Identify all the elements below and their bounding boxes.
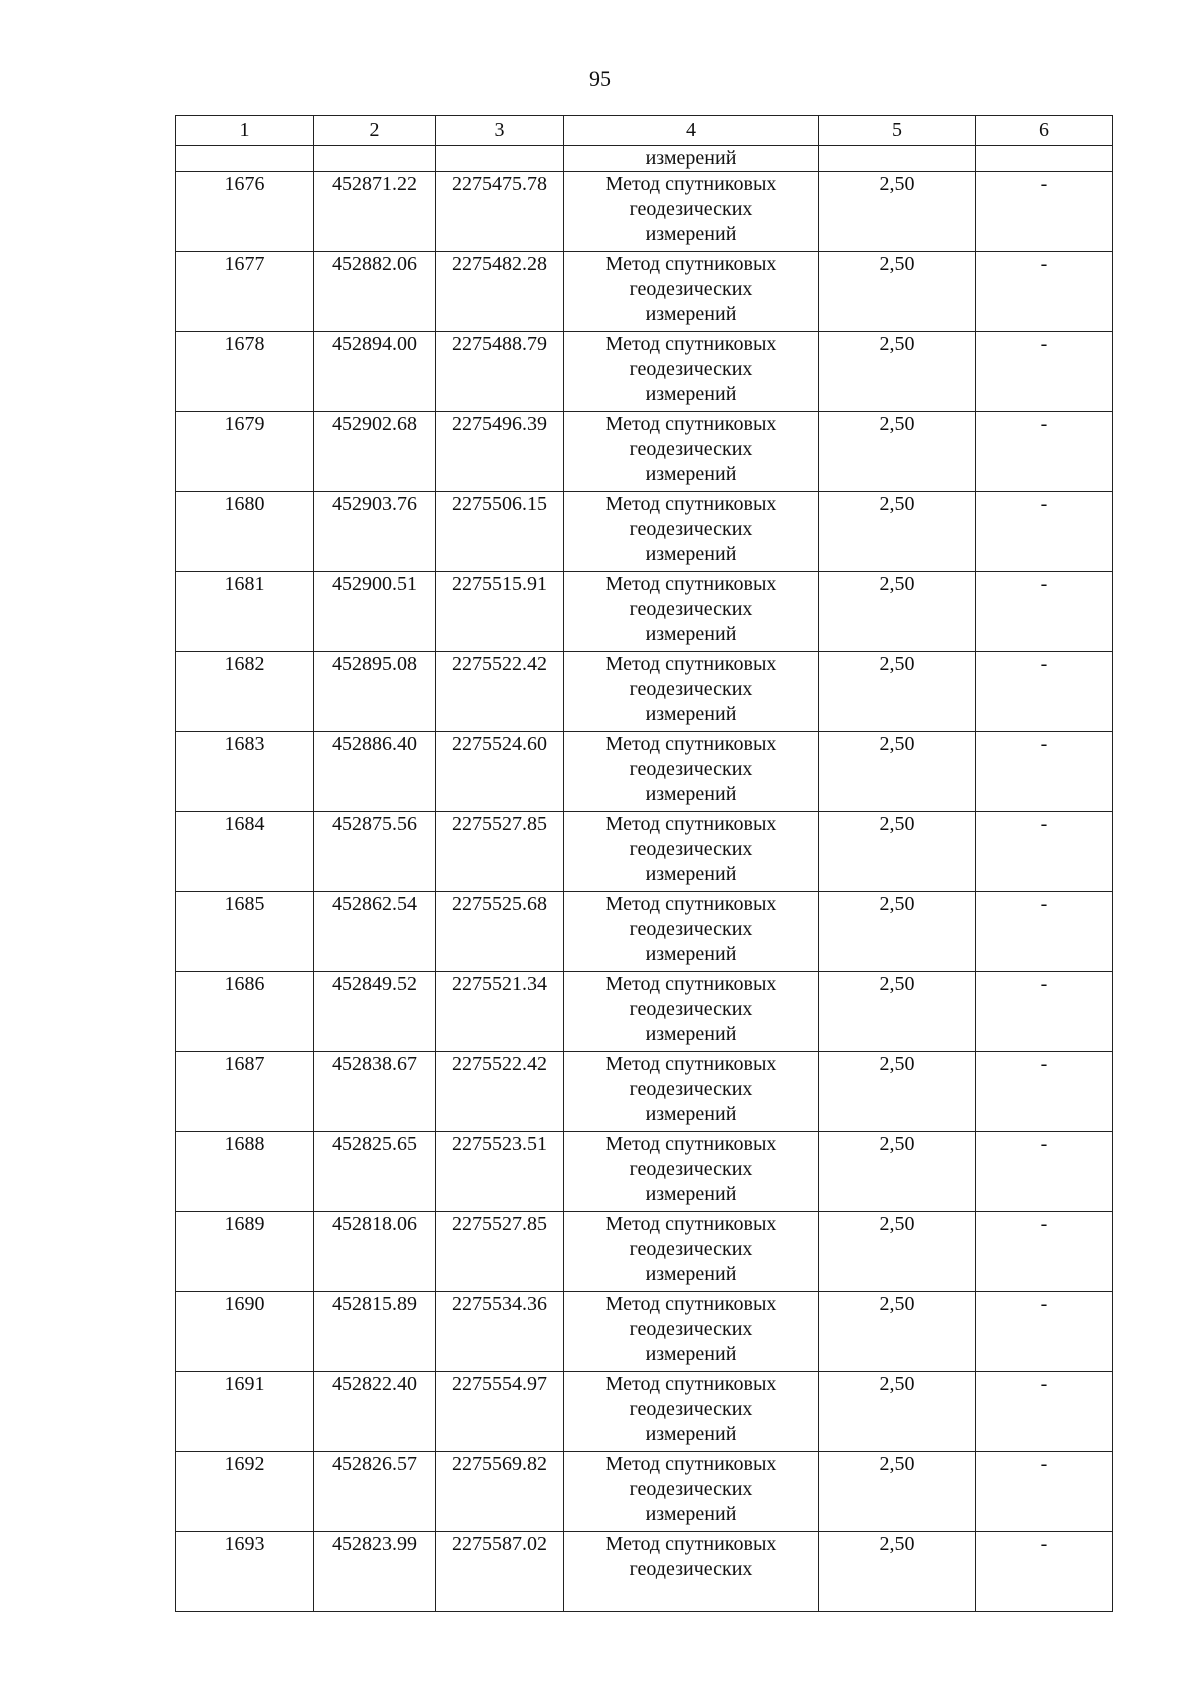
method-line: измерений — [645, 303, 737, 325]
table-cell — [976, 146, 1113, 172]
accuracy-cell: 2,50 — [819, 972, 976, 1052]
header-cell: 2 — [314, 116, 436, 146]
accuracy-cell: 2,50 — [819, 252, 976, 332]
y-coordinate-cell: 2275496.39 — [436, 412, 564, 492]
method-line: геодезических — [629, 438, 753, 460]
method-cell — [564, 892, 819, 972]
point-number-cell: 1682 — [176, 652, 314, 732]
x-coordinate-cell: 452825.65 — [314, 1132, 436, 1212]
table-row — [176, 1212, 1113, 1292]
method-line: измерений — [645, 1423, 737, 1445]
method-cell — [564, 812, 819, 892]
method-cell — [564, 1212, 819, 1292]
point-number-cell: 1688 — [176, 1132, 314, 1212]
method-line: Метод спутниковых — [605, 733, 777, 755]
point-number-cell: 1678 — [176, 332, 314, 412]
method-line: геодезических — [629, 1078, 753, 1100]
y-coordinate-cell: 2275522.42 — [436, 652, 564, 732]
method-cell — [564, 972, 819, 1052]
method-line: Метод спутниковых — [605, 1053, 777, 1075]
table-row — [176, 172, 1113, 252]
table-row — [176, 652, 1113, 732]
method-line: Метод спутниковых — [605, 1213, 777, 1235]
x-coordinate-cell: 452902.68 — [314, 412, 436, 492]
y-coordinate-cell: 2275569.82 — [436, 1452, 564, 1532]
method-line: Метод спутниковых — [605, 893, 777, 915]
method-line: геодезических — [629, 1158, 753, 1180]
method-line: геодезических — [629, 918, 753, 940]
table-row — [176, 972, 1113, 1052]
y-coordinate-cell: 2275523.51 — [436, 1132, 564, 1212]
method-cell — [564, 1452, 819, 1532]
accuracy-cell: 2,50 — [819, 412, 976, 492]
method-line: геодезических — [629, 278, 753, 300]
accuracy-cell: 2,50 — [819, 652, 976, 732]
method-line: геодезических — [629, 358, 753, 380]
note-cell: - — [976, 412, 1113, 492]
method-line: Метод спутниковых — [605, 1453, 777, 1475]
table-row — [176, 1292, 1113, 1372]
note-cell: - — [976, 572, 1113, 652]
y-coordinate-cell: 2275527.85 — [436, 1212, 564, 1292]
method-cell — [564, 1372, 819, 1452]
method-cell — [564, 172, 819, 252]
y-coordinate-cell: 2275482.28 — [436, 252, 564, 332]
note-cell: - — [976, 1452, 1113, 1532]
point-number-cell: 1689 — [176, 1212, 314, 1292]
y-coordinate-cell: 2275525.68 — [436, 892, 564, 972]
point-number-cell: 1690 — [176, 1292, 314, 1372]
table-cell — [819, 146, 976, 172]
x-coordinate-cell: 452826.57 — [314, 1452, 436, 1532]
y-coordinate-cell: 2275521.34 — [436, 972, 564, 1052]
y-coordinate-cell: 2275534.36 — [436, 1292, 564, 1372]
table-row — [176, 332, 1113, 412]
method-line: геодезических — [629, 598, 753, 620]
method-line: Метод спутниковых — [605, 1533, 777, 1555]
x-coordinate-cell: 452871.22 — [314, 172, 436, 252]
note-cell: - — [976, 252, 1113, 332]
y-coordinate-cell: 2275587.02 — [436, 1532, 564, 1612]
table-row — [176, 572, 1113, 652]
accuracy-cell: 2,50 — [819, 732, 976, 812]
y-coordinate-cell: 2275506.15 — [436, 492, 564, 572]
method-line: геодезических — [629, 758, 753, 780]
note-cell: - — [976, 492, 1113, 572]
point-number-cell: 1684 — [176, 812, 314, 892]
y-coordinate-cell: 2275554.97 — [436, 1372, 564, 1452]
point-number-cell: 1692 — [176, 1452, 314, 1532]
table-cell: измерений — [564, 146, 819, 172]
point-number-cell: 1683 — [176, 732, 314, 812]
note-cell: - — [976, 1372, 1113, 1452]
method-line: Метод спутниковых — [605, 173, 777, 195]
accuracy-cell: 2,50 — [819, 892, 976, 972]
method-line: Метод спутниковых — [605, 333, 777, 355]
header-cell: 3 — [436, 116, 564, 146]
method-line: измерений — [645, 863, 737, 885]
accuracy-cell: 2,50 — [819, 1452, 976, 1532]
method-line: геодезических — [629, 838, 753, 860]
method-cell — [564, 1292, 819, 1372]
y-coordinate-cell: 2275524.60 — [436, 732, 564, 812]
method-line: измерений — [645, 703, 737, 725]
method-line: измерений — [645, 1103, 737, 1125]
table-row — [176, 252, 1113, 332]
x-coordinate-cell: 452822.40 — [314, 1372, 436, 1452]
table-row — [176, 892, 1113, 972]
table-row — [176, 732, 1113, 812]
x-coordinate-cell: 452818.06 — [314, 1212, 436, 1292]
method-line: измерений — [645, 1263, 737, 1285]
method-line: измерений — [645, 1183, 737, 1205]
method-cell — [564, 1052, 819, 1132]
x-coordinate-cell: 452882.06 — [314, 252, 436, 332]
note-cell: - — [976, 332, 1113, 412]
x-coordinate-cell: 452875.56 — [314, 812, 436, 892]
table-cell — [176, 146, 314, 172]
method-line: геодезических — [629, 1318, 753, 1340]
table-row — [176, 412, 1113, 492]
y-coordinate-cell: 2275515.91 — [436, 572, 564, 652]
x-coordinate-cell: 452886.40 — [314, 732, 436, 812]
method-line: измерений — [645, 1503, 737, 1525]
note-cell: - — [976, 652, 1113, 732]
table-row — [176, 812, 1113, 892]
method-cell — [564, 732, 819, 812]
method-line: Метод спутниковых — [605, 1373, 777, 1395]
x-coordinate-cell: 452903.76 — [314, 492, 436, 572]
method-line: Метод спутниковых — [605, 653, 777, 675]
note-cell: - — [976, 1292, 1113, 1372]
accuracy-cell: 2,50 — [819, 1132, 976, 1212]
note-cell: - — [976, 172, 1113, 252]
table-cell — [314, 146, 436, 172]
y-coordinate-cell: 2275488.79 — [436, 332, 564, 412]
point-number-cell: 1686 — [176, 972, 314, 1052]
coordinates-table — [175, 115, 1113, 1612]
note-cell: - — [976, 1532, 1113, 1612]
accuracy-cell: 2,50 — [819, 172, 976, 252]
table-row — [176, 1052, 1113, 1132]
note-cell: - — [976, 732, 1113, 812]
x-coordinate-cell: 452838.67 — [314, 1052, 436, 1132]
method-line: измерений — [645, 1343, 737, 1365]
point-number-cell: 1679 — [176, 412, 314, 492]
note-cell: - — [976, 972, 1113, 1052]
method-line: измерений — [645, 783, 737, 805]
accuracy-cell: 2,50 — [819, 572, 976, 652]
table-row — [176, 1532, 1113, 1612]
y-coordinate-cell: 2275522.42 — [436, 1052, 564, 1132]
method-line: Метод спутниковых — [605, 253, 777, 275]
note-cell: - — [976, 1132, 1113, 1212]
point-number-cell: 1676 — [176, 172, 314, 252]
method-line: измерений — [645, 1023, 737, 1045]
method-cell — [564, 652, 819, 732]
accuracy-cell: 2,50 — [819, 1212, 976, 1292]
page-number: 95 — [589, 66, 611, 91]
y-coordinate-cell: 2275527.85 — [436, 812, 564, 892]
method-line: геодезических — [629, 1398, 753, 1420]
x-coordinate-cell: 452862.54 — [314, 892, 436, 972]
header-cell: 5 — [819, 116, 976, 146]
y-coordinate-cell: 2275475.78 — [436, 172, 564, 252]
note-cell: - — [976, 812, 1113, 892]
table-row — [176, 1132, 1113, 1212]
method-line: геодезических — [629, 998, 753, 1020]
method-line: измерений — [645, 623, 737, 645]
method-line: измерений — [645, 223, 737, 245]
accuracy-cell: 2,50 — [819, 1052, 976, 1132]
method-line: геодезических — [629, 1478, 753, 1500]
method-line: Метод спутниковых — [605, 573, 777, 595]
method-cell — [564, 252, 819, 332]
accuracy-cell: 2,50 — [819, 492, 976, 572]
point-number-cell: 1691 — [176, 1372, 314, 1452]
method-line: измерений — [645, 463, 737, 485]
method-line: Метод спутниковых — [605, 813, 777, 835]
header-cell: 4 — [564, 116, 819, 146]
method-line: Метод спутниковых — [605, 973, 777, 995]
method-line: геодезических — [629, 678, 753, 700]
method-line: Метод спутниковых — [605, 1293, 777, 1315]
note-cell: - — [976, 1212, 1113, 1292]
method-cell — [564, 572, 819, 652]
method-line: геодезических — [629, 518, 753, 540]
accuracy-cell: 2,50 — [819, 812, 976, 892]
x-coordinate-cell: 452895.08 — [314, 652, 436, 732]
header-cell: 1 — [176, 116, 314, 146]
method-cell — [564, 1532, 819, 1612]
method-line: измерений — [645, 543, 737, 565]
method-line: геодезических — [629, 1238, 753, 1260]
table-row — [176, 492, 1113, 572]
method-line: геодезических — [629, 1558, 753, 1580]
accuracy-cell: 2,50 — [819, 1292, 976, 1372]
point-number-cell: 1677 — [176, 252, 314, 332]
accuracy-cell: 2,50 — [819, 1532, 976, 1612]
header-cell: 6 — [976, 116, 1113, 146]
x-coordinate-cell: 452849.52 — [314, 972, 436, 1052]
accuracy-cell: 2,50 — [819, 1372, 976, 1452]
table-row — [176, 1452, 1113, 1532]
table-cell — [436, 146, 564, 172]
method-cell — [564, 412, 819, 492]
header-row — [176, 116, 1113, 146]
accuracy-cell: 2,50 — [819, 332, 976, 412]
method-line: геодезических — [629, 198, 753, 220]
continuation-row — [176, 146, 1113, 172]
x-coordinate-cell: 452823.99 — [314, 1532, 436, 1612]
point-number-cell: 1681 — [176, 572, 314, 652]
point-number-cell: 1680 — [176, 492, 314, 572]
point-number-cell: 1685 — [176, 892, 314, 972]
method-line: Метод спутниковых — [605, 413, 777, 435]
note-cell: - — [976, 1052, 1113, 1132]
method-line: измерений — [645, 383, 737, 405]
point-number-cell: 1687 — [176, 1052, 314, 1132]
method-cell — [564, 492, 819, 572]
method-cell — [564, 332, 819, 412]
method-line: Метод спутниковых — [605, 1133, 777, 1155]
x-coordinate-cell: 452900.51 — [314, 572, 436, 652]
x-coordinate-cell: 452815.89 — [314, 1292, 436, 1372]
method-line: Метод спутниковых — [605, 493, 777, 515]
note-cell: - — [976, 892, 1113, 972]
table-row — [176, 1372, 1113, 1452]
point-number-cell: 1693 — [176, 1532, 314, 1612]
x-coordinate-cell: 452894.00 — [314, 332, 436, 412]
method-cell — [564, 1132, 819, 1212]
method-line: измерений — [645, 943, 737, 965]
